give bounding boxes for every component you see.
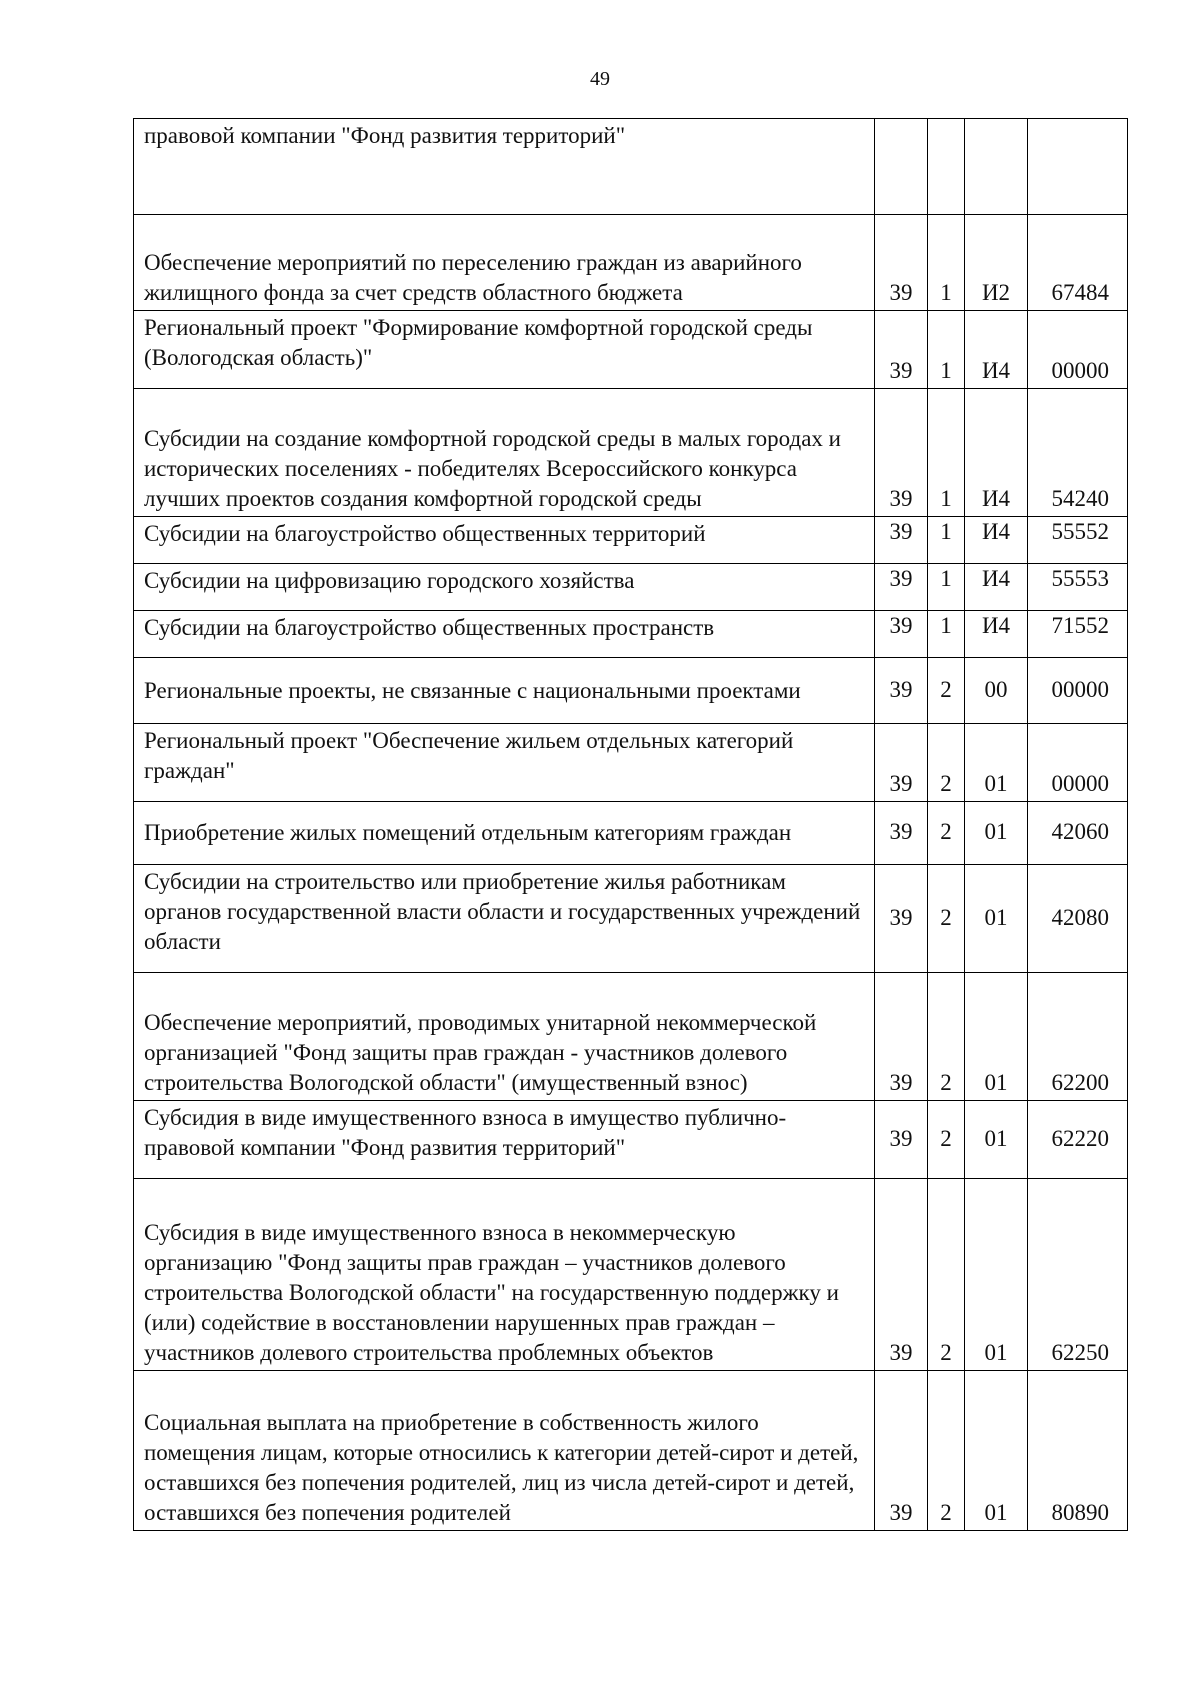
row-project-code: 00 <box>965 658 1028 724</box>
row-project-code: И4 <box>965 389 1028 517</box>
row-project-code: 01 <box>965 724 1028 802</box>
row-type-code: 2 <box>928 724 965 802</box>
row-direction-code: 42080 <box>1028 865 1128 973</box>
row-type-code: 2 <box>928 1179 965 1371</box>
row-program-code: 39 <box>875 724 928 802</box>
row-project-code: 01 <box>965 802 1028 865</box>
row-name: Субсидия в виде имущественного взноса в имущество публично-правовой компании "Фонд развития территорий" <box>134 1101 875 1179</box>
page-number: 49 <box>590 68 610 90</box>
row-type-code: 2 <box>928 1101 965 1179</box>
row-program-code: 39 <box>875 564 928 611</box>
row-name: Субсидии на создание комфортной городской среды в малых городах и исторических поселениях - победителях Всероссийского конкурса лучших проектов создания комфортной городской среды <box>134 389 875 517</box>
row-program-code: 39 <box>875 865 928 973</box>
row-name: Обеспечение мероприятий, проводимых унитарной некоммерческой организацией "Фонд защиты прав граждан - участников долевого строительства Вологодской области" (имущественный взнос) <box>134 973 875 1101</box>
row-project-code: И4 <box>965 311 1028 389</box>
row-program-code: 39 <box>875 1179 928 1371</box>
row-direction-code: 55553 <box>1028 564 1128 611</box>
table-row <box>134 865 1128 973</box>
row-direction-code: 62220 <box>1028 1101 1128 1179</box>
row-name: правовой компании "Фонд развития территорий" <box>134 119 875 215</box>
table-row <box>134 119 1128 215</box>
row-direction-code: 67484 <box>1028 215 1128 311</box>
row-name: Региональный проект "Формирование комфортной городской среды (Вологодская область)" <box>134 311 875 389</box>
table-row <box>134 517 1128 564</box>
table-row <box>134 724 1128 802</box>
row-type-code: 2 <box>928 973 965 1101</box>
row-direction-code: 54240 <box>1028 389 1128 517</box>
row-direction-code: 80890 <box>1028 1371 1128 1531</box>
row-direction-code: 55552 <box>1028 517 1128 564</box>
row-type-code: 1 <box>928 564 965 611</box>
row-program-code: 39 <box>875 658 928 724</box>
row-program-code: 39 <box>875 517 928 564</box>
row-name: Приобретение жилых помещений отдельным категориям граждан <box>134 802 875 865</box>
table-row <box>134 311 1128 389</box>
row-program-code: 39 <box>875 389 928 517</box>
row-name: Субсидия в виде имущественного взноса в некоммерческую организацию "Фонд защиты прав граждан – участников долевого строительства Вологодской области" на государственную поддержку и (или) содействие в восстановлении нарушенных прав граждан – участников долевого строительства проблемных объектов <box>134 1179 875 1371</box>
row-name: Субсидии на благоустройство общественных пространств <box>134 611 875 658</box>
row-program-code: 39 <box>875 1371 928 1531</box>
row-program-code: 39 <box>875 611 928 658</box>
row-direction-code: 42060 <box>1028 802 1128 865</box>
row-project-code: 01 <box>965 865 1028 973</box>
table-row <box>134 611 1128 658</box>
table-row <box>134 564 1128 611</box>
row-program-code: 39 <box>875 802 928 865</box>
row-type-code: 2 <box>928 658 965 724</box>
row-project-code: 01 <box>965 1101 1028 1179</box>
row-name: Региональные проекты, не связанные с национальными проектами <box>134 658 875 724</box>
row-direction-code: 00000 <box>1028 311 1128 389</box>
row-program-code: 39 <box>875 311 928 389</box>
row-program-code: 39 <box>875 215 928 311</box>
row-direction-code <box>1028 119 1128 215</box>
table-row <box>134 215 1128 311</box>
row-direction-code: 00000 <box>1028 658 1128 724</box>
table-row <box>134 1179 1128 1371</box>
row-project-code: 01 <box>965 1371 1028 1531</box>
row-direction-code: 71552 <box>1028 611 1128 658</box>
table-row <box>134 973 1128 1101</box>
row-project-code: И4 <box>965 517 1028 564</box>
budget-classification-table <box>133 118 1128 1531</box>
row-name: Субсидии на цифровизацию городского хозяйства <box>134 564 875 611</box>
row-project-code: И4 <box>965 564 1028 611</box>
row-direction-code: 62250 <box>1028 1179 1128 1371</box>
row-program-code: 39 <box>875 1101 928 1179</box>
row-type-code: 2 <box>928 865 965 973</box>
row-project-code: И2 <box>965 215 1028 311</box>
table-row <box>134 389 1128 517</box>
row-project-code: 01 <box>965 973 1028 1101</box>
row-type-code: 1 <box>928 389 965 517</box>
row-project-code: 01 <box>965 1179 1028 1371</box>
row-direction-code: 00000 <box>1028 724 1128 802</box>
row-type-code: 1 <box>928 311 965 389</box>
row-program-code <box>875 119 928 215</box>
row-program-code: 39 <box>875 973 928 1101</box>
row-direction-code: 62200 <box>1028 973 1128 1101</box>
table-row <box>134 1101 1128 1179</box>
table-row <box>134 658 1128 724</box>
row-name: Субсидии на строительство или приобретение жилья работникам органов государственной власти области и государственных учреждений области <box>134 865 875 973</box>
row-type-code: 1 <box>928 611 965 658</box>
row-project-code: И4 <box>965 611 1028 658</box>
row-name: Социальная выплата на приобретение в собственность жилого помещения лицам, которые относились к категории детей-сирот и детей, оставшихся без попечения родителей, лиц из числа детей-сирот и детей, оставшихся без попечения родителей <box>134 1371 875 1531</box>
row-type-code: 2 <box>928 802 965 865</box>
row-name: Субсидии на благоустройство общественных территорий <box>134 517 875 564</box>
row-type-code: 1 <box>928 215 965 311</box>
row-project-code <box>965 119 1028 215</box>
row-type-code: 2 <box>928 1371 965 1531</box>
table-row <box>134 802 1128 865</box>
row-type-code <box>928 119 965 215</box>
row-name: Обеспечение мероприятий по переселению граждан из аварийного жилищного фонда за счет средств областного бюджета <box>134 215 875 311</box>
table-row <box>134 1371 1128 1531</box>
row-name: Региональный проект "Обеспечение жильем отдельных категорий граждан" <box>134 724 875 802</box>
row-type-code: 1 <box>928 517 965 564</box>
